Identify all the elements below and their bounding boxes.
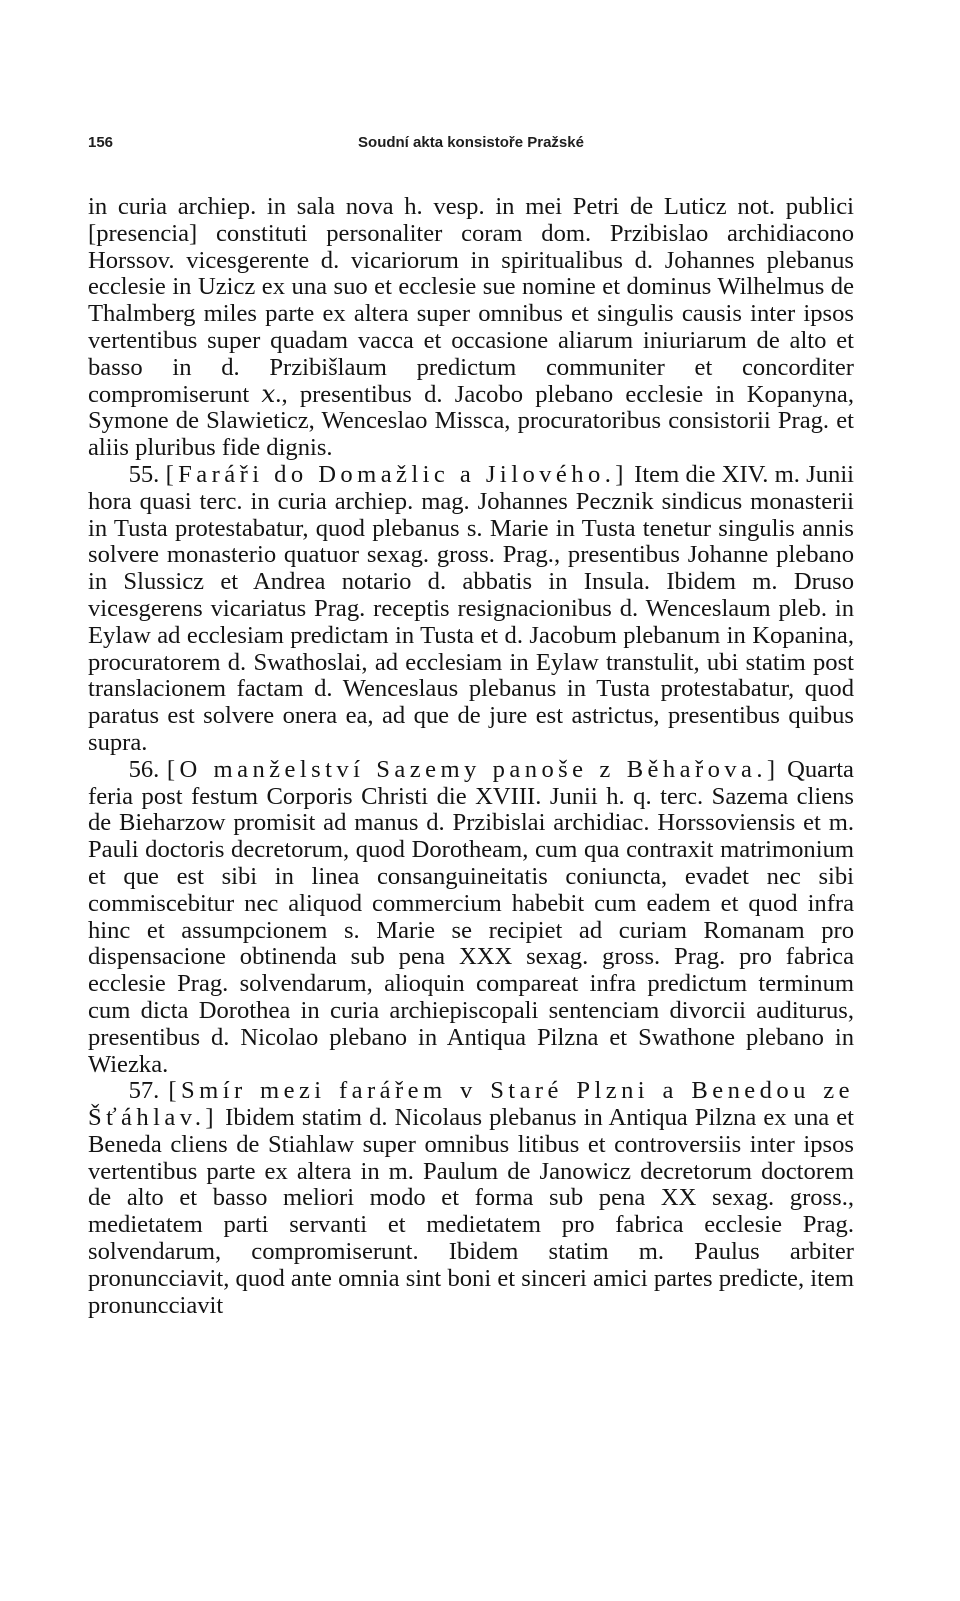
document-page: [88, 128, 854, 1319]
paragraph-text: in curia archiep. in sala nova h. vesp. in mei Petri de Luticz not. publici [presencia] constituti personaliter coram dom. Przibislao archidiacono Horssov. vicesgerente d. vicariorum in spiritualibus d. Johannes plebanus ecclesie in Uzicz ex una suo et ecclesie sue nomine et dominus Wilhelmus de Thalmberg miles parte ex altera super omnibus et singulis causis inter ipsos vertentibus super quadam vacca et occasione aliarum iniuriarum de alto et basso in d. Przibišlaum predictum communiter et concorditer compromiserunt 𝑥., presentibus d. Jacobo plebano ecclesie in Kopanyna, Symone de Slawieticz, Wenceslao Missca, procuratoribus consistorii Prag. et aliis pluribus fide dignis.: [88, 193, 854, 462]
paragraph-continuation: [88, 194, 854, 462]
document-body: [88, 194, 854, 1319]
running-title: Soudní akta konsistoře Pražské: [358, 134, 584, 151]
entry-57: [88, 1078, 854, 1319]
entry-heading: [Faráři do Domažlic a Jilového.]: [165, 460, 628, 488]
entry-text: Ibidem statim d. Nicolaus plebanus in Antiqua Pilzna ex una et Beneda cliens de Stiahlaw super omnibus litibus et controversiis inter ipsos vertentibus parte ex altera in m. Paulum de Janowicz decretorum doctorem de alto et basso meliori modo et forma sub pena XX sexag. gross., medietatem parti servanti et medietatem pro fabrica ecclesie Prag. solvendarum, compromiserunt. Ibidem statim m. Paulus arbiter pronuncciavit, quod ante omnia sint boni et sinceri amici partes predicte, item pronuncciavit: [88, 1104, 854, 1319]
entry-56: [88, 757, 854, 1079]
entry-text: Item die XIV. m. Junii hora quasi terc. in curia archiep. mag. Johannes Pecznik sindicus monasterii in Tusta protestabatur, quod plebanus s. Marie in Tusta tenetur singulis annis solvere monasterio quatuor sexag. gross. Prag., presentibus Johanne plebano in Slussicz et Andrea notario d. abbatis in Insula. Ibidem m. Druso vicesgerens vicariatus Prag. receptis resignacionibus d. Wenceslaum pleb. in Eylaw ad ecclesiam predictam in Tusta et d. Jacobum plebanum in Kopanina, procuratorem d. Swathoslai, ad ecclesiam in Eylaw transtulit, ubi statim post translacionem factam d. Wenceslaus plebanus in Tusta protestabatur, quod paratus est solvere onera ea, ad que de jure est astrictus, presentibus quibus supra.: [88, 460, 854, 756]
entry-number: 57.: [128, 1077, 160, 1105]
entry-text: Quarta feria post festum Corporis Christi die XVIII. Junii h. q. terc. Sazema cliens de Bieharzow promisit ad manus d. Przibislai archidiac. Horssoviensis et m. Pauli doctoris decretorum, quod Dorotheam, cum qua contraxit matrimonium et que est sibi in linea consanguineitatis coniuncta, evadet nec sibi commiscebitur nec aliquod commercium habebit cum eadem et quod infra hinc et assumpcionem s. Marie se recipiet ad curiam Romanam pro dispensacione obtinenda sub pena XXX sexag. gross. Prag. pro fabrica ecclesie Prag. solvendarum, alioquin compareat infra predictum terminum cum dicta Dorothea in curia archiepiscopali sentenciam divorcii auditurus, presentibus d. Nicolao plebano in Antiqua Pilzna et Swathone plebano in Wiezka.: [88, 755, 854, 1078]
page-number: 156: [88, 134, 114, 151]
entry-number: 55.: [128, 460, 160, 488]
entry-number: 56.: [128, 755, 160, 783]
running-header: [88, 128, 854, 152]
entry-heading: [O manželství Sazemy panoše z Běhařova.]: [166, 755, 780, 783]
entry-heading: [Smír mezi farářem v Staré Plzni a Benedou ze Šťáhlav.]: [88, 1077, 854, 1132]
entry-55: [88, 462, 854, 757]
